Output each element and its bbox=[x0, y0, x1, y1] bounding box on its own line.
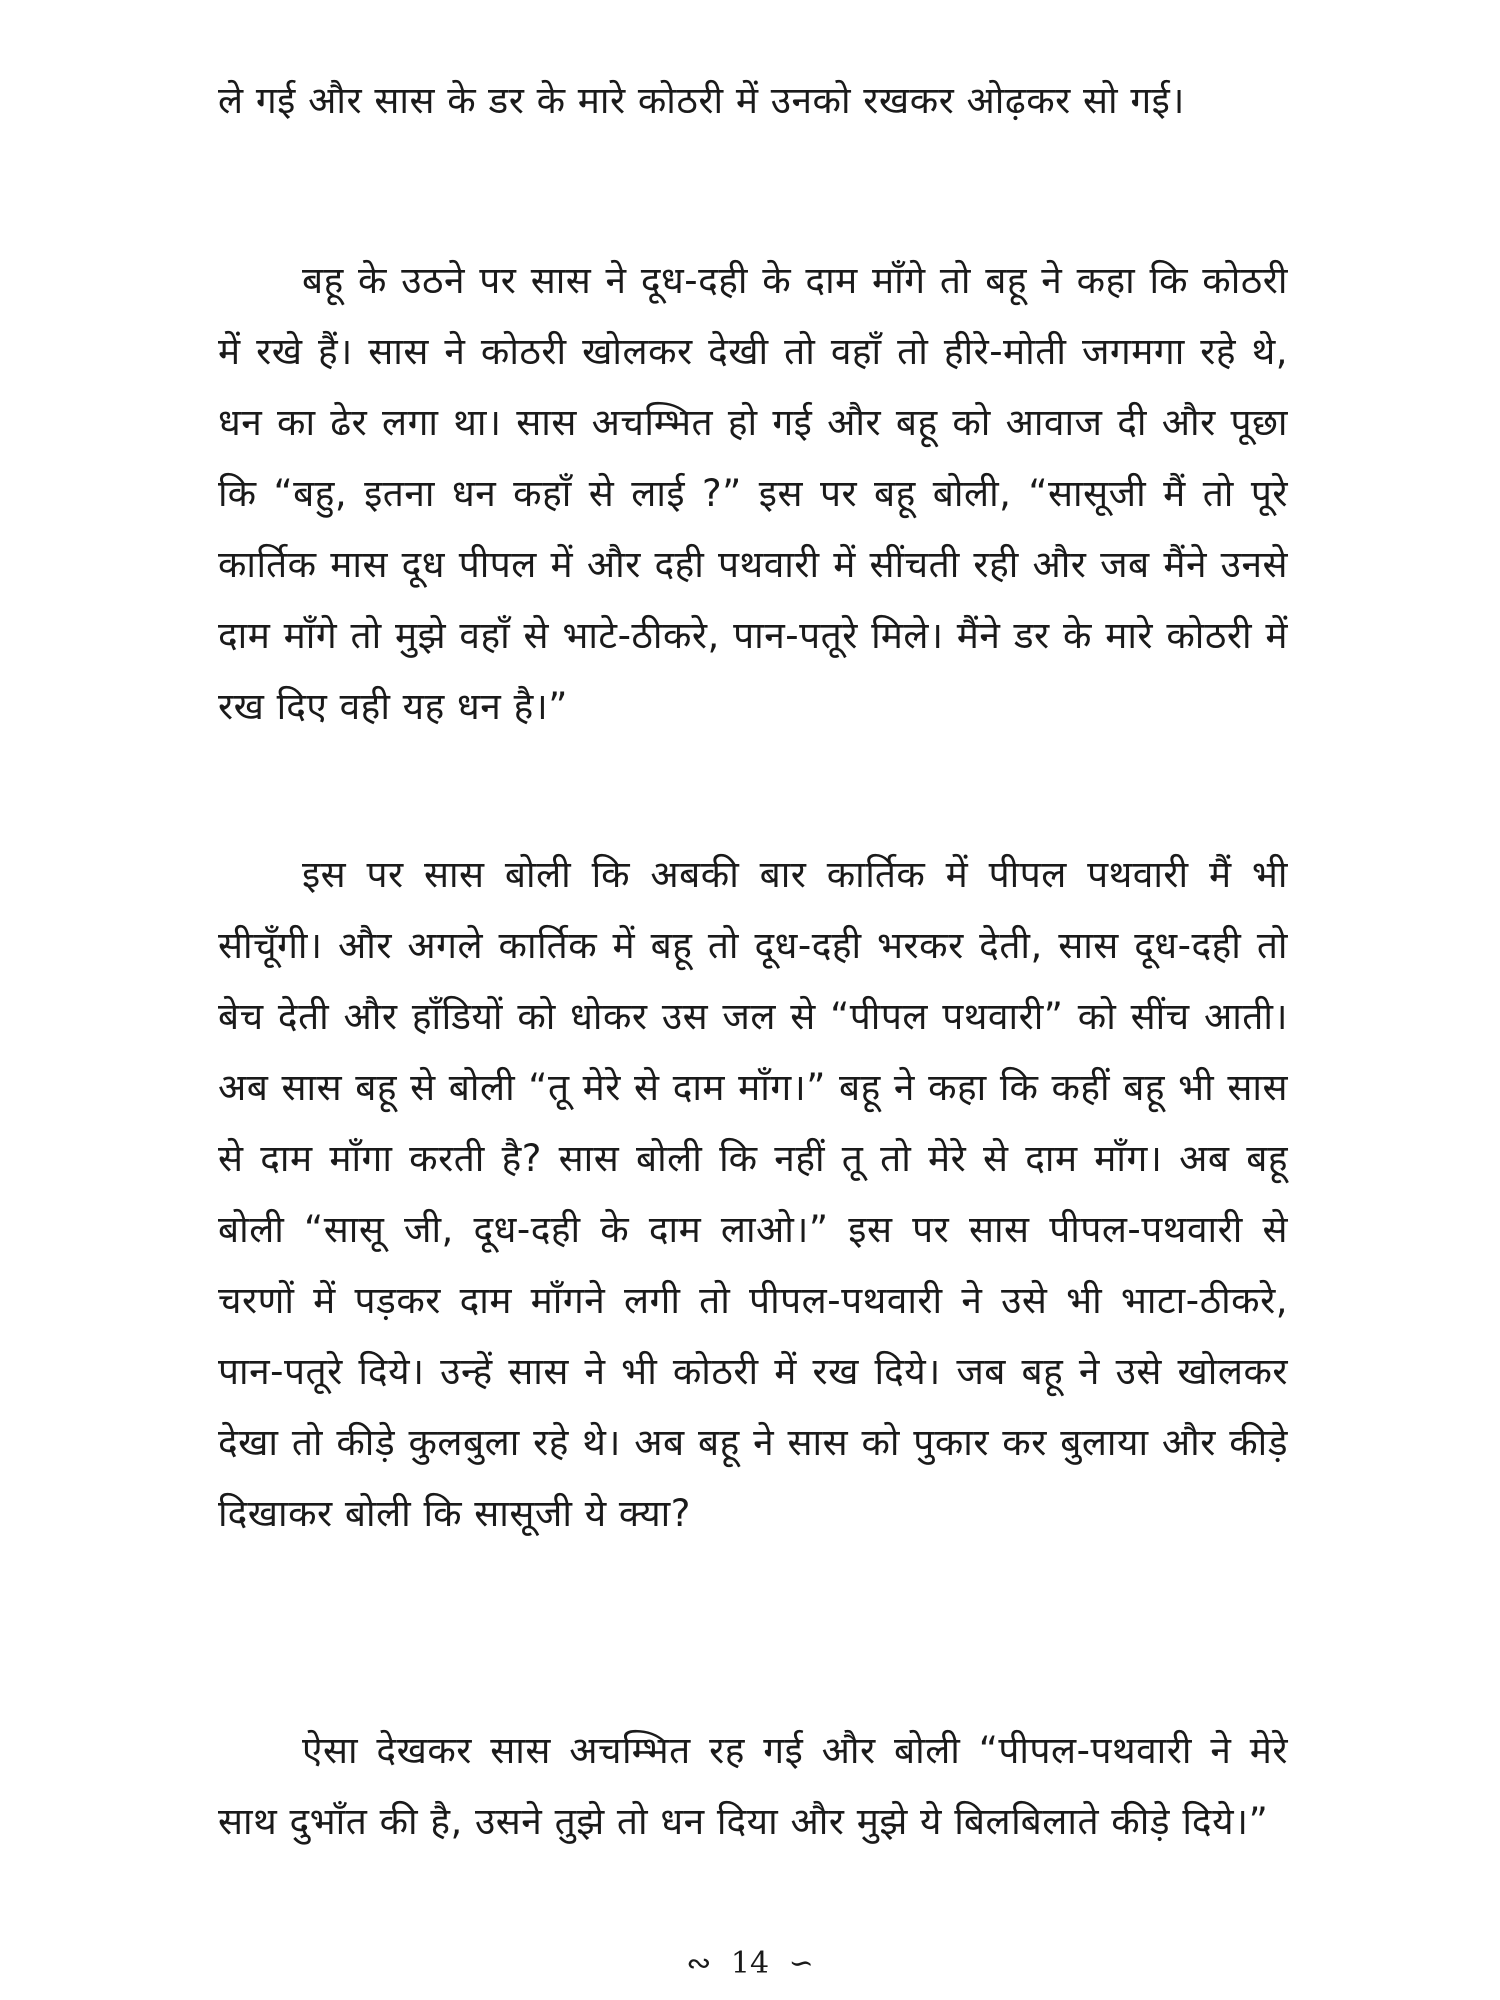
ornament-left-icon: ∾ bbox=[686, 1945, 712, 1981]
paragraph-4: ऐसा देखकर सास अचम्भित रह गई और बोली “पीपल-पथवारी ने मेरे साथ दुभाँत की है, उसने तुझे तो धन दिया और मुझे ये बिलबिलाते कीड़े दिये।” bbox=[218, 1729, 1288, 1843]
paragraph-continuation: ले गई और सास के डर के मारे कोठरी में उनको रखकर ओढ़कर सो गई। bbox=[218, 79, 1185, 122]
ornament-right-icon: ∽ bbox=[788, 1945, 814, 1981]
paragraph-2: बहू के उठने पर सास ने दूध-दही के दाम माँगे तो बहू ने कहा कि कोठरी में रखे हैं। सास ने कोठरी खोलकर देखी तो वहाँ तो हीरे-मोती जगमगा रहे थे, धन का ढेर लगा था। सास अचम्भित हो गई और बहू को आवाज दी और पूछा कि “बहु, इतना धन कहाँ से लाई ?” इस पर बहू बोली, “सासूजी मैं तो पूरे कार्तिक मास दूध पीपल में और दही पथवारी में सींचती रही और जब मैंने उनसे दाम माँगे तो मुझे वहाँ से भाटे-ठीकरे, पान-पतूरे मिले। मैंने डर के मारे कोठरी में रख दिए वही यह धन है।” bbox=[218, 259, 1288, 728]
page-number: 14 bbox=[730, 1945, 770, 1981]
page-footer bbox=[0, 1944, 1500, 1981]
paragraph-3: इस पर सास बोली कि अबकी बार कार्तिक में पीपल पथवारी मैं भी सीचूँगी। और अगले कार्तिक में बहू तो दूध-दही भरकर देती, सास दूध-दही तो बेच देती और हाँडियों को धोकर उस जल से “पीपल पथवारी” को सींच आती। अब सास बहू से बोली “तू मेरे से दाम माँग।” बहू ने कहा कि कहीं बहू भी सास से दाम माँगा करती है? सास बोली कि नहीं तू तो मेरे से दाम माँग। अब बहू बोली “सासू जी, दूध-दही के दाम लाओ।” इस पर सास पीपल-पथवारी से चरणों में पड़कर दाम माँगने लगी तो पीपल-पथवारी ने उसे भी भाटा-ठीकरे, पान-पतूरे दिये। उन्हें सास ने भी कोठरी में रख दिये। जब बहू ने उसे खोलकर देखा तो कीड़े कुलबुला रहे थे। अब बहू ने सास को पुकार कर बुलाया और कीड़े दिखाकर बोली कि सासूजी ये क्या? bbox=[218, 853, 1288, 1535]
